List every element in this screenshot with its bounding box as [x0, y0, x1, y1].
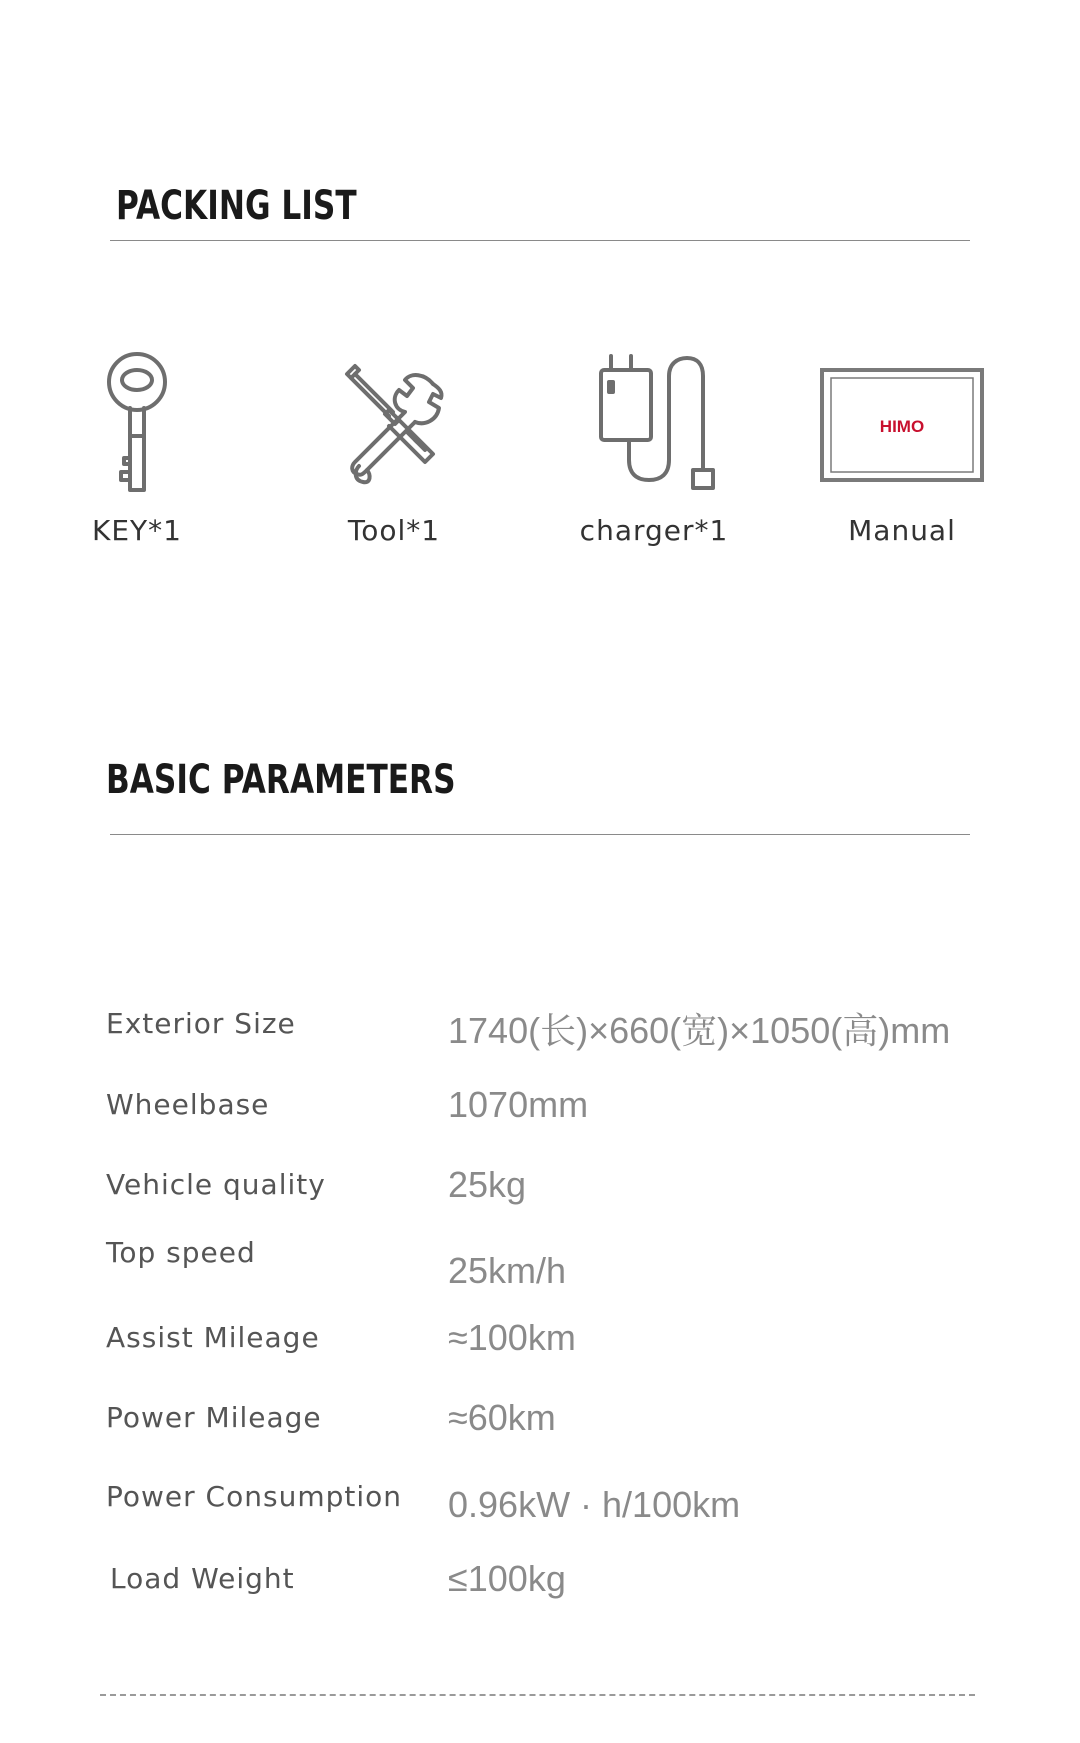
param-value: 1740(长)×660(宽)×1050(高)mm — [448, 1010, 951, 1051]
param-value: ≈100km — [448, 1317, 576, 1358]
param-row-power-mileage — [0, 1397, 1080, 1461]
charger-icon — [589, 350, 719, 500]
param-label: Load Weight — [110, 1562, 295, 1595]
param-label: Top speed — [106, 1236, 256, 1269]
param-row-load-weight — [0, 1558, 1080, 1622]
param-label: Exterior Size — [106, 1007, 296, 1040]
packing-item-key — [27, 350, 247, 547]
manual-brand-logo: HIMO — [879, 417, 925, 436]
param-value: 25km/h — [448, 1250, 567, 1291]
packing-item-tool — [284, 350, 504, 547]
param-row-power-consumption — [0, 1480, 1080, 1540]
packing-item-charger — [544, 350, 764, 547]
packing-item-manual-label: Manual — [848, 514, 956, 547]
param-value: ≈60km — [448, 1397, 556, 1438]
param-row-vehicle-quality — [0, 1164, 1080, 1228]
packing-list-divider — [110, 240, 970, 241]
manual-icon — [819, 350, 985, 500]
key-icon — [97, 350, 177, 500]
basic-parameters-title: BASIC PARAMETERS — [106, 757, 456, 803]
packing-list-title: PACKING LIST — [116, 183, 357, 229]
tools-icon — [329, 350, 459, 500]
param-row-wheelbase — [0, 1084, 1080, 1148]
packing-item-charger-label: charger*1 — [579, 514, 729, 547]
param-label: Assist Mileage — [106, 1321, 320, 1354]
packing-item-manual — [792, 350, 1012, 547]
param-value: 1070mm — [448, 1084, 589, 1125]
param-label: Power Mileage — [106, 1401, 322, 1434]
param-label: Wheelbase — [106, 1088, 270, 1121]
param-value: ≤100kg — [448, 1558, 566, 1599]
param-value: 0.96kW · h/100km — [448, 1484, 741, 1525]
param-row-assist-mileage — [0, 1317, 1080, 1381]
param-label: Vehicle quality — [106, 1168, 326, 1201]
basic-parameters-divider — [110, 834, 970, 835]
packing-item-tool-label: Tool*1 — [347, 514, 441, 547]
param-row-exterior-size — [0, 1007, 1080, 1067]
footer-dashed-divider — [100, 1694, 975, 1696]
param-label: Power Consumption — [106, 1480, 403, 1513]
param-value: 25kg — [448, 1164, 527, 1205]
packing-item-key-label: KEY*1 — [92, 514, 182, 547]
param-row-top-speed — [0, 1236, 1080, 1296]
